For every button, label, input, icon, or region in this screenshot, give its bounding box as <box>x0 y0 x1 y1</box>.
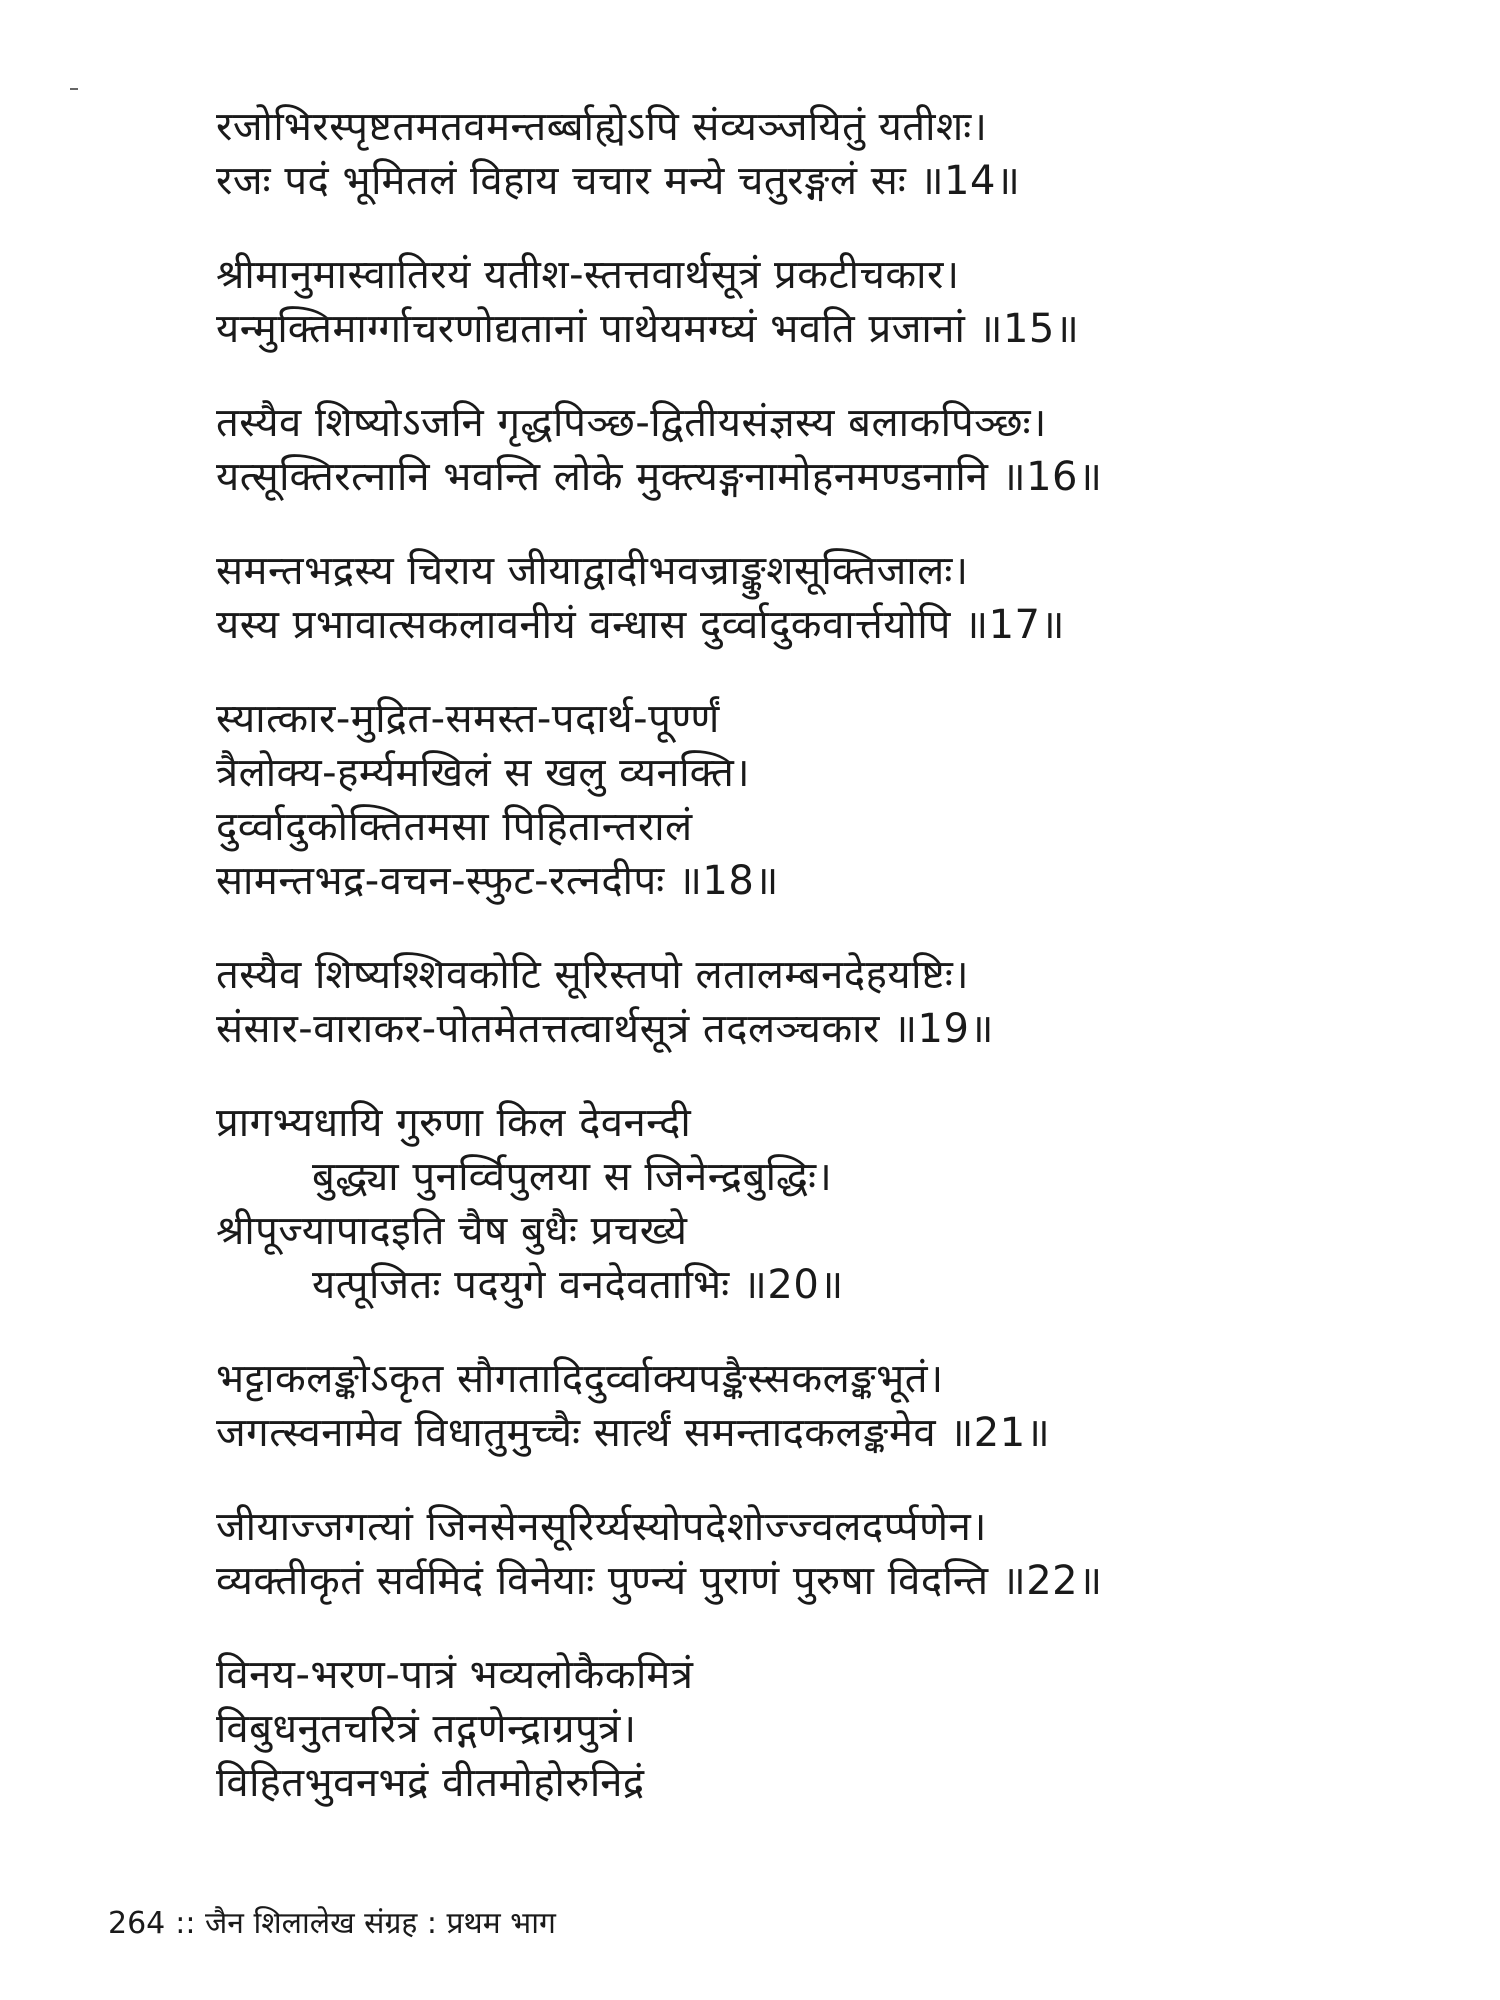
verse-16 <box>216 396 1396 504</box>
verse-line: संसार-वाराकर-पोतमेतत्तत्वार्थसूत्रं तदलञ्चकार ॥19॥ <box>216 1006 994 1052</box>
verse-line: विनय-भरण-पात्रं भव्यलोकैकमित्रं <box>216 1652 694 1698</box>
scan-speck <box>70 88 78 90</box>
verse-line-indented: बुद्ध्या पुनर्व्विपुलया स जिनेन्द्रबुद्धिः। <box>312 1154 833 1200</box>
verse-line: यन्मुक्तिमार्ग्गाचरणोद्यतानां पाथेयमग्घ्यं भवति प्रजानां ॥15॥ <box>216 306 1080 352</box>
verse-line: यस्य प्रभावात्सकलावनीयं वन्धास दुर्व्वादुकवार्त्तयोपि ॥17॥ <box>216 602 1065 648</box>
verse-line: जगत्स्वनामेव विधातुमुच्चैः सार्त्थं समन्तादकलङ्कमेव ॥21॥ <box>216 1410 1051 1456</box>
verse-line: त्रैलोक्य-हर्म्यमखिलं स खलु व्यनक्ति। <box>216 750 751 796</box>
verse-20 <box>216 1096 1396 1312</box>
verse-list <box>216 100 1396 1850</box>
verse-line: रजः पदं भूमितलं विहाय चचार मन्ये चतुरङ्गलं सः ॥14॥ <box>216 158 1021 204</box>
verse-line: समन्तभद्रस्य चिराय जीयाद्वादीभवज्राङ्कुशसूक्तिजालः। <box>216 548 969 594</box>
verse-line-indented: यत्पूजितः पदयुगे वनदेवताभिः ॥20॥ <box>312 1262 844 1308</box>
verse-line: श्रीपूज्यापादइति चैष बुधैः प्रचख्ये <box>216 1208 688 1254</box>
verse-19 <box>216 948 1396 1056</box>
verse-line: श्रीमानुमास्वातिरयं यतीश-स्तत्तवार्थसूत्रं प्रकटीचकार। <box>216 252 960 298</box>
verse-line: दुर्व्वादुकोक्तितमसा पिहितान्तरालं <box>216 804 693 850</box>
verse-line: स्यात्कार-मुद्रित-समस्त-पदार्थ-पूर्ण्णं <box>216 696 720 742</box>
verse-14 <box>216 100 1396 208</box>
verse-line: जीयाज्जगत्यां जिनसेनसूरिर्य्यस्योपदेशोज्ज्वलदर्प्पणेन। <box>216 1504 987 1550</box>
verse-line: प्रागभ्यधायि गुरुणा किल देवनन्दी <box>216 1100 692 1146</box>
book-title: :: जैन शिलालेख संग्रह : प्रथम भाग <box>175 1906 556 1941</box>
verse-23 <box>216 1648 1396 1810</box>
verse-line: व्यक्तीकृतं सर्वमिदं विनेयाः पुण्न्यं पुराणं पुरुषा विदन्ति ॥22॥ <box>216 1558 1103 1604</box>
verse-line: विबुधनुतचरित्रं तद्गणेन्द्राग्रपुत्रं। <box>216 1706 637 1752</box>
verse-line: तस्यैव शिष्योऽजनि गृद्धपिञ्छ-द्वितीयसंज्ञस्य बलाकपिञ्छः। <box>216 400 1047 446</box>
page-footer <box>108 1904 556 1944</box>
verse-line: यत्सूक्तिरत्नानि भवन्ति लोके मुक्त्यङ्गनामोहनमण्डनानि ॥16॥ <box>216 454 1103 500</box>
verse-line: रजोभिरस्पृष्टतमतवमन्तर्ब्बाह्येऽपि संव्यञ्जयितुं यतीशः। <box>216 104 988 150</box>
verse-line: सामन्तभद्र-वचन-स्फुट-रत्नदीपः ॥18॥ <box>216 858 779 904</box>
verse-17 <box>216 544 1396 652</box>
verse-22 <box>216 1500 1396 1608</box>
verse-line: तस्यैव शिष्यश्शिवकोटि सूरिस्तपो लतालम्बनदेहयष्टिः। <box>216 952 970 998</box>
verse-21 <box>216 1352 1396 1460</box>
page-number: 264 <box>108 1906 166 1941</box>
verse-15 <box>216 248 1396 356</box>
verse-18 <box>216 692 1396 908</box>
verse-line: भट्टाकलङ्कोऽकृत सौगतादिदुर्व्वाक्यपङ्कैस्सकलङ्कभूतं। <box>216 1356 944 1402</box>
verse-line: विहितभुवनभद्रं वीतमोहोरुनिद्रं <box>216 1760 645 1806</box>
